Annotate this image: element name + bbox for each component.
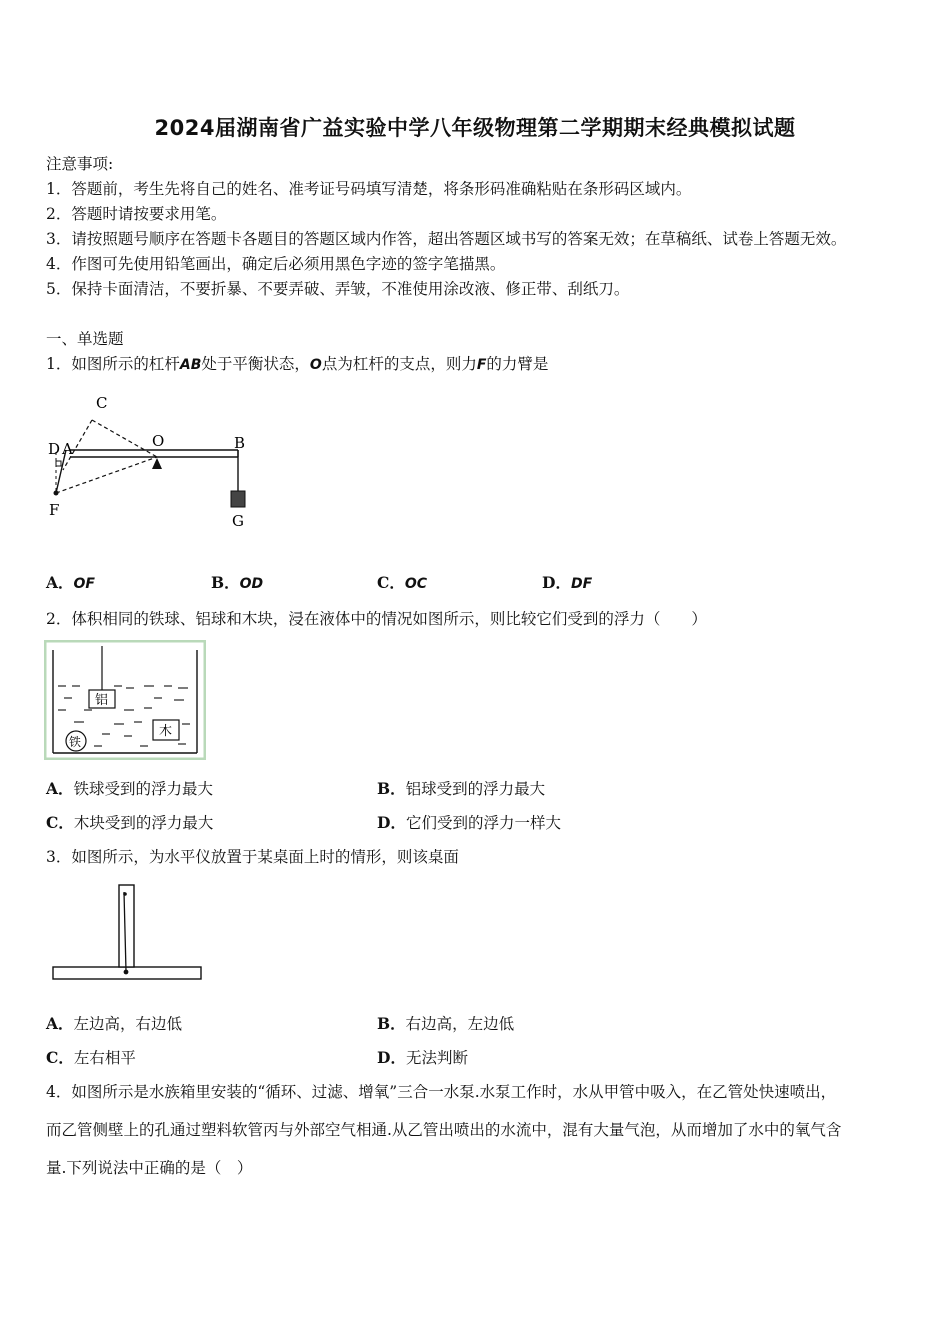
q2-option-a[interactable]: A．铁球受到的浮力最大 (46, 779, 214, 798)
q1-option-b[interactable]: B．OD (211, 573, 264, 592)
question-4-stem-line-2: 而乙管侧壁上的孔通过塑料软管丙与外部空气相通.从乙管出喷出的水流中，混有大量气泡，从而增加了水中的氧气含 (46, 1121, 842, 1139)
q3-option-d[interactable]: D．无法判断 (377, 1048, 468, 1067)
label-b: B (234, 434, 246, 452)
label-o: O (152, 432, 165, 450)
label-a: A (62, 440, 73, 458)
wood-label: 木 (159, 724, 173, 739)
q1-option-a[interactable]: A．OF (46, 573, 95, 592)
question-2-stem: 2．体积相同的铁球、铝球和木块，浸在液体中的情况如图所示，则比较它们受到的浮力（ ） (46, 610, 707, 628)
notice-item: 2．答题时请按要求用笔。 (46, 205, 227, 223)
label-f: F (49, 501, 60, 519)
notice-item: 1．答题前，考生先将自己的姓名、准考证号码填写清楚，将条形码准确粘贴在条形码区域内。 (46, 180, 692, 198)
q3-option-c[interactable]: C．左右相平 (46, 1048, 136, 1067)
notice-item: 3．请按照题号顺序在答题卡各题目的答题区域内作答，超出答题区域书写的答案无效；在草稿纸、试卷上答题无效。 (46, 230, 847, 248)
q3-option-b[interactable]: B．右边高，左边低 (377, 1014, 515, 1033)
buoyancy-figure (44, 640, 206, 760)
question-4-stem-line-3: 量.下列说法中正确的是（ ） (46, 1159, 253, 1177)
label-c: C (96, 394, 108, 412)
label-g: G (232, 512, 244, 530)
notice-heading: 注意事项: (46, 155, 114, 173)
q3-option-a[interactable]: A．左边高，右边低 (46, 1014, 183, 1033)
label-d: D (48, 440, 61, 458)
q2-option-d[interactable]: D．它们受到的浮力一样大 (377, 813, 561, 832)
question-1-stem: 1．如图所示的杠杆AB处于平衡状态，O点为杠杆的支点，则力F的力臂是 (46, 355, 549, 373)
notice-item: 5．保持卡面清洁，不要折暴、不要弄破、弄皱，不准使用涂改液、修正带、刮纸刀。 (46, 280, 630, 298)
notice-item: 4．作图可先使用铅笔画出，确定后必须用黑色字迹的签字笔描黑。 (46, 255, 506, 273)
level-figure (50, 880, 205, 985)
page-title: 2024届湖南省广益实验中学八年级物理第二学期期末经典模拟试题 (154, 116, 796, 140)
q2-option-b[interactable]: B．铝球受到的浮力最大 (377, 779, 546, 798)
question-3-stem: 3．如图所示，为水平仪放置于某桌面上时的情形，则该桌面 (46, 848, 459, 866)
aluminum-label: 铝 (95, 693, 109, 708)
lever-figure (40, 388, 260, 538)
iron-label: 铁 (69, 735, 82, 749)
q2-option-c[interactable]: C．木块受到的浮力最大 (46, 813, 214, 832)
question-4-stem-line-1: 4．如图所示是水族箱里安装的“循环、过滤、增氧”三合一水泵.水泵工作时，水从甲管中吸入，在乙管处快速喷出， (46, 1083, 837, 1101)
q1-option-d[interactable]: D．DF (542, 573, 593, 592)
q1-option-c[interactable]: C．OC (377, 573, 428, 592)
section-heading: 一、单选题 (46, 330, 124, 348)
